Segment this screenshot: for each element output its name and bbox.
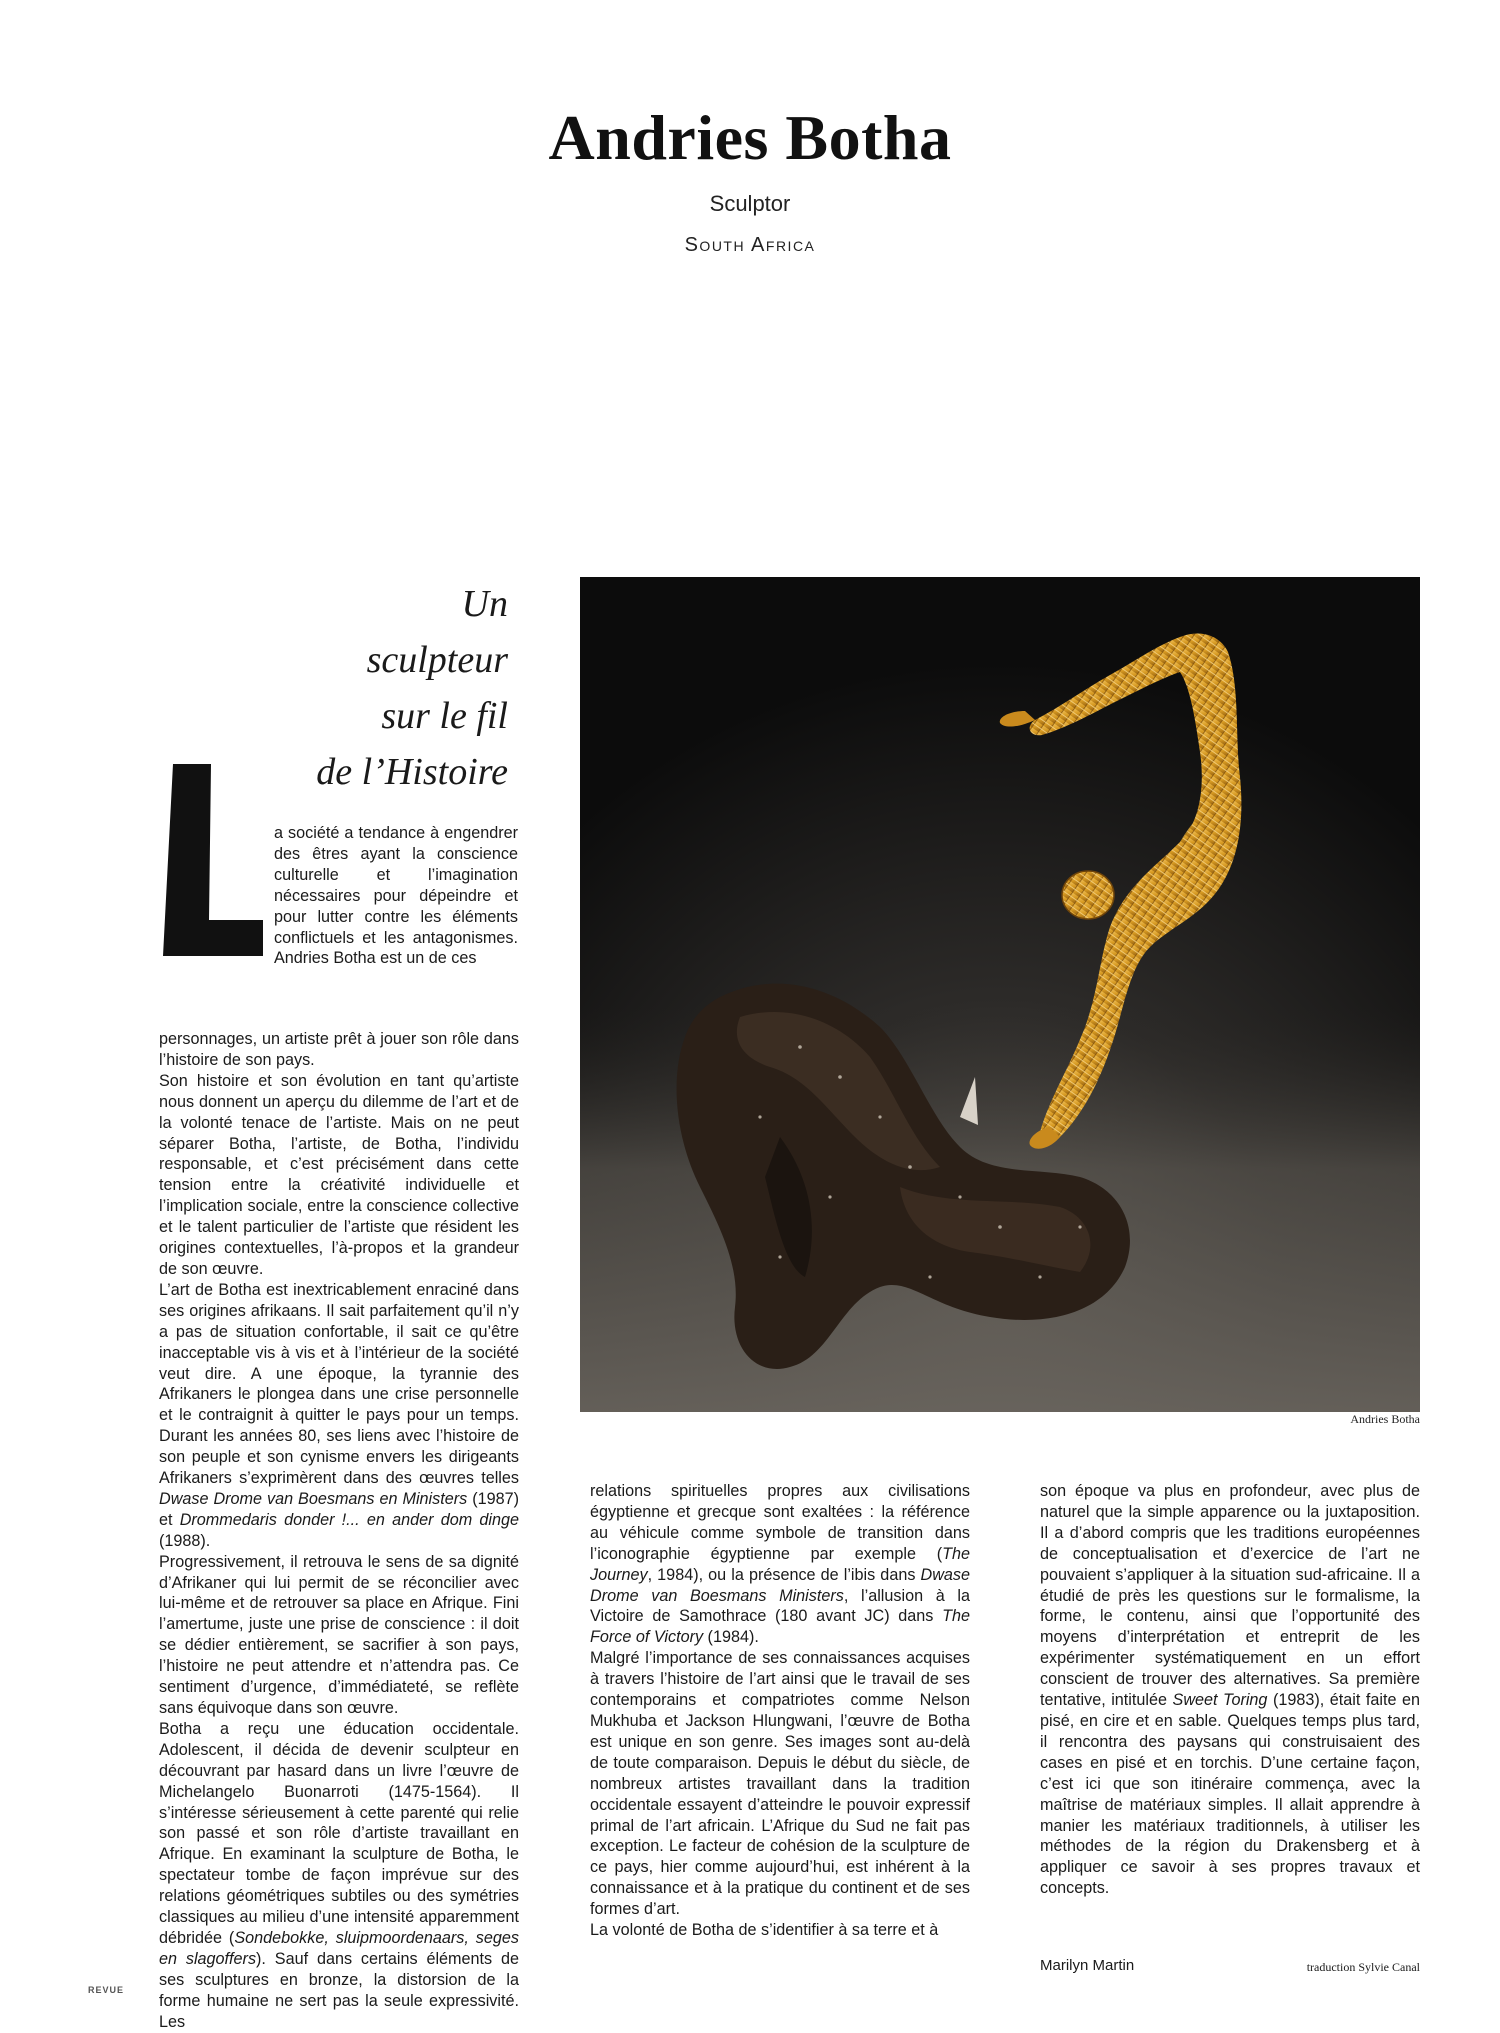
text-column-1 bbox=[159, 1029, 519, 2033]
photo-caption: Andries Botha bbox=[1350, 1412, 1420, 1426]
paragraph: L’art de Botha est inextricablement enraciné dans ses origines afrikaans. Il sait parfaitement qu’il n’y a pas de situation confortable, il sait ce qu’être inacceptable vis à vis et à l’intérieur de la société veut dire. A une époque, la tyrannie des Afrikaners le plongea dans une crise personnelle et le contraignit à quitter le pays pour un temps. Durant les années 80, ses liens avec l’histoire de son peuple et son cynisme envers les dirigeants Afrikaners s’exprimèrent dans des œuvres telles Dwase Drome van Boesmans en Ministers (1987) et Drommedaris donder !... en ander dom dinge (1988). bbox=[159, 1280, 520, 1550]
article-title: Andries Botha bbox=[548, 102, 952, 173]
translator-credit: traduction Sylvie Canal bbox=[1306, 1960, 1420, 1974]
subtitle-line: sculpteur bbox=[366, 639, 508, 681]
paragraph: Son histoire et son évolution en tant qu’artiste nous donnent un aperçu du dilemme de l’art et de la volonté tenace de l’artiste. Mais on ne peut séparer Botha, l’artiste, de Botha, l’individu responsable, et c’est précisément dans cette tension entre la créativité individuelle et l’implication sociale, entre la conscience collective et le talent particulier de l’artiste que résident les origines contextuelles, l’à-propos et la grandeur de son œuvre. bbox=[159, 1071, 519, 1278]
sculpture-photo bbox=[580, 577, 1420, 1412]
artist-country: South Africa bbox=[684, 234, 816, 256]
paragraph: Progressivement, il retrouva le sens de sa dignité d’Afrikaner qui lui permit de se réconcilier avec lui-même et de retrouver sa place en Afrique. Fini l’amertume, juste une prise de conscience : il doit se dédier entièrement, se sacrifier à son pays, l’histoire ne peut attendre et n’attendra pas. Ce sentiment d’urgence, d’immédiateté, se reflète sans équivoque dans son œuvre. bbox=[159, 1552, 519, 1717]
paragraph: personnages, un artiste prêt à jouer son rôle dans l’histoire de son pays. bbox=[159, 1030, 519, 1069]
artist-role: Sculptor bbox=[709, 191, 791, 216]
paragraph: relations spirituelles propres aux civilisations égyptienne et grecque sont exaltées : la référence au véhicule comme symbole de transition dans l’iconographie égyptienne par exemple (The Journey, 1984), ou la présence de l’ibis dans Dwase Drome van Boesmans Ministers, l’allusion à la Victoire de Samothrace (180 avant JC) dans The Force of Victory (1984). bbox=[590, 1482, 970, 1647]
author-name: Marilyn Martin bbox=[1040, 1957, 1135, 1974]
subtitle-line: sur le fil bbox=[381, 695, 508, 737]
article-subtitle bbox=[250, 576, 508, 800]
article-header bbox=[0, 100, 1500, 258]
paragraph: Malgré l’importance de ses connaissances acquises à travers l’histoire de l’art ainsi que le travail de ses contemporains et compatriotes comme Nelson Mukhuba et Jackson Hlungwani, l’œuvre de Botha est unique en son genre. Ses images sont au-delà de toute comparaison. Depuis le début du siècle, de nombreux artistes travaillant dans la tradition occidentale essayent d’atteindre le pouvoir expressif primal de l’art africain. L’Afrique du Sud ne fait pas exception. Le facteur de cohésion de la sculpture de ce pays, hier comme aujourd’hui, est inhérent à la connaissance et à la pratique du continent et de ses formes d’art. bbox=[590, 1649, 970, 1919]
paragraph: son époque va plus en profondeur, avec plus de naturel que la simple apparence ou la juxtaposition. Il a d’abord compris que les traditions européennes de conceptualisation et d’exercice de l’art ne pouvaient s’appliquer à la situation sud-africaine. Il a étudié de près les questions sur le formalisme, la forme, le contenu, ainsi que l’opportunité des moyens d’interprétation et entreprit de les expérimenter systématiquement en un effort conscient de trouver des alternatives. Sa première tentative, intitulée Sweet Toring (1983), était faite en pisé, en cire et en sable. Quelques temps plus tard, il rencontra des paysans qui construisaient des cases en pisé et en torchis. D’une certaine façon, c’est ici que son itinéraire commença, avec la maîtrise de matériaux simples. Il allait apprendre à manier les matériaux traditionnels, à utiliser les méthodes de la région du Drakensberg et à appliquer ce savoir à ses propres travaux et concepts. bbox=[1040, 1482, 1420, 1898]
drop-cap-letter: L bbox=[210, 872, 216, 883]
subtitle-line: Un bbox=[461, 583, 508, 625]
drop-cap bbox=[155, 760, 265, 960]
text-column-3 bbox=[1040, 1481, 1420, 1899]
sculpture-image bbox=[580, 577, 1420, 1412]
revue-mark: REVUE bbox=[88, 1985, 125, 1995]
paragraph: La volonté de Botha de s’identifier à sa terre et à bbox=[590, 1921, 939, 1940]
paragraph: Botha a reçu une éducation occidentale. Adolescent, il décida de devenir sculpteur en découvrant par hasard dans un livre l’œuvre de Michelangelo Buonarroti (1475-1564). Il s’intéresse sérieusement à cette parenté qui relie son passé et son rôle d’artiste travaillant en Afrique. En examinant la sculpture de Botha, le spectateur tombe de façon imprévue sur des relations géométriques subtiles ou des symétries classiques au milieu d’une intensité apparemment débridée (Sondebokke, sluipmoordenaars, seges en slagoffers). Sauf dans certains éléments de ses sculptures en bronze, la distorsion de la forme humaine ne sert pas la seule expressivité. Les bbox=[159, 1719, 519, 2031]
intro-paragraph: a société a tendance à engendrer des êtres ayant la conscience culturelle et l’imagination nécessaires pour dépeindre et pour lutter contre les éléments conflictuels et les antagonismes. Andries Botha est un de ces bbox=[274, 824, 518, 968]
text-column-2 bbox=[590, 1481, 970, 1941]
subtitle-line: de l’Histoire bbox=[316, 751, 508, 793]
